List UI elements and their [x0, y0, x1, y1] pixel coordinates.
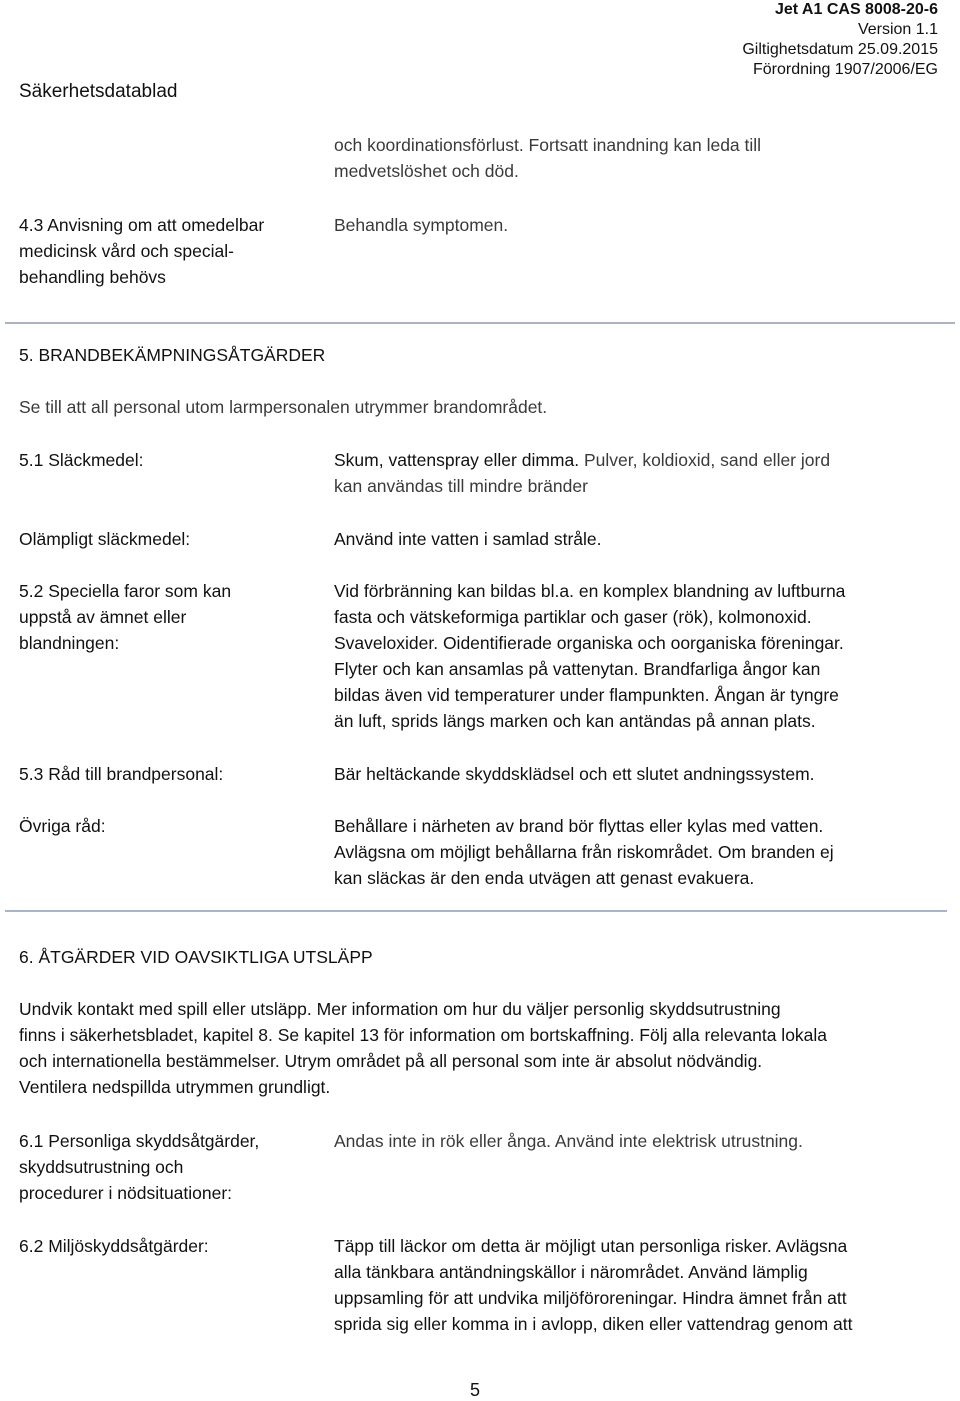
s43-label-line: behandling behövs — [19, 267, 166, 287]
s51-value-part: Pulver, koldioxid, sand eller jord — [583, 450, 831, 470]
sec4-cont-line1: och koordinationsförlust. Fortsatt inandning kan leda till — [334, 135, 762, 155]
s43-label — [19, 212, 319, 290]
s62-value-line: uppsamling för att undvika miljöföroreningar. Hindra ämnet från att — [334, 1288, 847, 1308]
other-advice-line: Avlägsna om möjligt behållarna från riskområdet. Om branden ej — [334, 842, 834, 862]
document-title: Säkerhetsdatablad — [19, 81, 178, 102]
sec4-cont-line2: medvetslöshet och död. — [334, 161, 519, 181]
s51-value — [334, 447, 934, 499]
s52-value-line: bildas även vid temperaturer under flampunkten. Ångan är tyngre — [334, 685, 839, 705]
s52-value-line: Vid förbränning kan bildas bl.a. en komplex blandning av luftburna — [334, 581, 846, 601]
unsuitable-value: Använd inte vatten i samlad stråle. — [334, 529, 602, 549]
s51-value-line — [334, 447, 934, 473]
sec6-intro-line: finns i säkerhetsbladet, kapitel 8. Se kapitel 13 för information om bortskaffning. Följ alla relevanta lokala — [19, 1025, 828, 1045]
sec6-intro-line: Undvik kontakt med spill eller utsläpp. Mer information om hur du väljer personlig skyddsutrustning — [19, 999, 781, 1019]
s52-value-line: än luft, sprids längs marken och kan antändas på annan plats. — [334, 711, 816, 731]
s53-value: Bär heltäckande skyddsklädsel och ett slutet andningssystem. — [334, 764, 815, 784]
s52-value-line: Svaveloxider. Oidentifierade organiska och oorganiska föreningar. — [334, 633, 844, 653]
s62-label: 6.2 Miljöskyddsåtgärder: — [19, 1236, 209, 1256]
s51-value-part: Skum, vattenspray eller dimma. — [334, 450, 584, 470]
other-advice-label: Övriga råd: — [19, 816, 106, 836]
s52-label-line: 5.2 Speciella faror som kan — [19, 581, 232, 601]
other-advice-value — [334, 813, 934, 891]
valid-date-label: Giltighetsdatum 25.09.2015 — [742, 41, 938, 58]
s53-label: 5.3 Råd till brandpersonal: — [19, 764, 224, 784]
s61-label — [19, 1128, 319, 1206]
sec6-intro-line: och internationella bestämmelser. Utrym området på all personal som inte är absolut nödvändig. — [19, 1051, 763, 1071]
s51-value-line: kan användas till mindre bränder — [334, 476, 588, 496]
s61-label-line: procedurer i nödsituationer: — [19, 1183, 233, 1203]
s61-label-line: 6.1 Personliga skyddsåtgärder, — [19, 1131, 260, 1151]
sec5-title: 5. BRANDBEKÄMPNINGSÅTGÄRDER — [19, 345, 326, 365]
s61-value: Andas inte in rök eller ånga. Använd inte elektrisk utrustning. — [334, 1131, 803, 1151]
s62-value-line: sprida sig eller komma in i avlopp, diken eller vattendrag genom att — [334, 1314, 853, 1334]
product-name: Jet A1 CAS 8008-20-6 — [774, 1, 938, 18]
page-number: 5 — [470, 1380, 481, 1400]
unsuitable-label: Olämpligt släckmedel: — [19, 529, 191, 549]
s62-value — [334, 1233, 934, 1337]
regulation-label: Förordning 1907/2006/EG — [752, 61, 938, 78]
sec6-intro — [19, 996, 939, 1100]
s43-label-line: 4.3 Anvisning om att omedelbar — [19, 215, 265, 235]
section-divider — [5, 322, 955, 324]
s52-label-line: uppstå av ämnet eller — [19, 607, 187, 627]
s52-value-line: fasta och vätskeformiga partiklar och gaser (rök), kolmonoxid. — [334, 607, 812, 627]
s51-label: 5.1 Släckmedel: — [19, 450, 144, 470]
s52-label-line: blandningen: — [19, 633, 120, 653]
sec6-title: 6. ÅTGÄRDER VID OAVSIKTLIGA UTSLÄPP — [19, 947, 373, 967]
other-advice-line: kan släckas är den enda utvägen att genast evakuera. — [334, 868, 755, 888]
version-label: Version 1.1 — [857, 21, 938, 38]
s62-value-line: Täpp till läckor om detta är möjligt utan personliga risker. Avlägsna — [334, 1236, 848, 1256]
s43-value: Behandla symptomen. — [334, 215, 509, 235]
sec6-intro-line: Ventilera nedspillda utrymmen grundligt. — [19, 1077, 331, 1097]
s43-label-line: medicinsk vård och special- — [19, 241, 234, 261]
s52-label — [19, 578, 319, 656]
s61-label-line: skyddsutrustning och — [19, 1157, 184, 1177]
other-advice-line: Behållare i närheten av brand bör flyttas eller kylas med vatten. — [334, 816, 824, 836]
s62-value-line: alla tänkbara antändningskällor i närområdet. Använd lämplig — [334, 1262, 808, 1282]
s52-value-line: Flyter och kan ansamlas på vattenytan. Brandfarliga ångor kan — [334, 659, 821, 679]
sec5-intro: Se till att all personal utom larmpersonalen utrymmer brandområdet. — [19, 397, 548, 417]
section-divider — [5, 910, 947, 912]
s52-value — [334, 578, 934, 734]
